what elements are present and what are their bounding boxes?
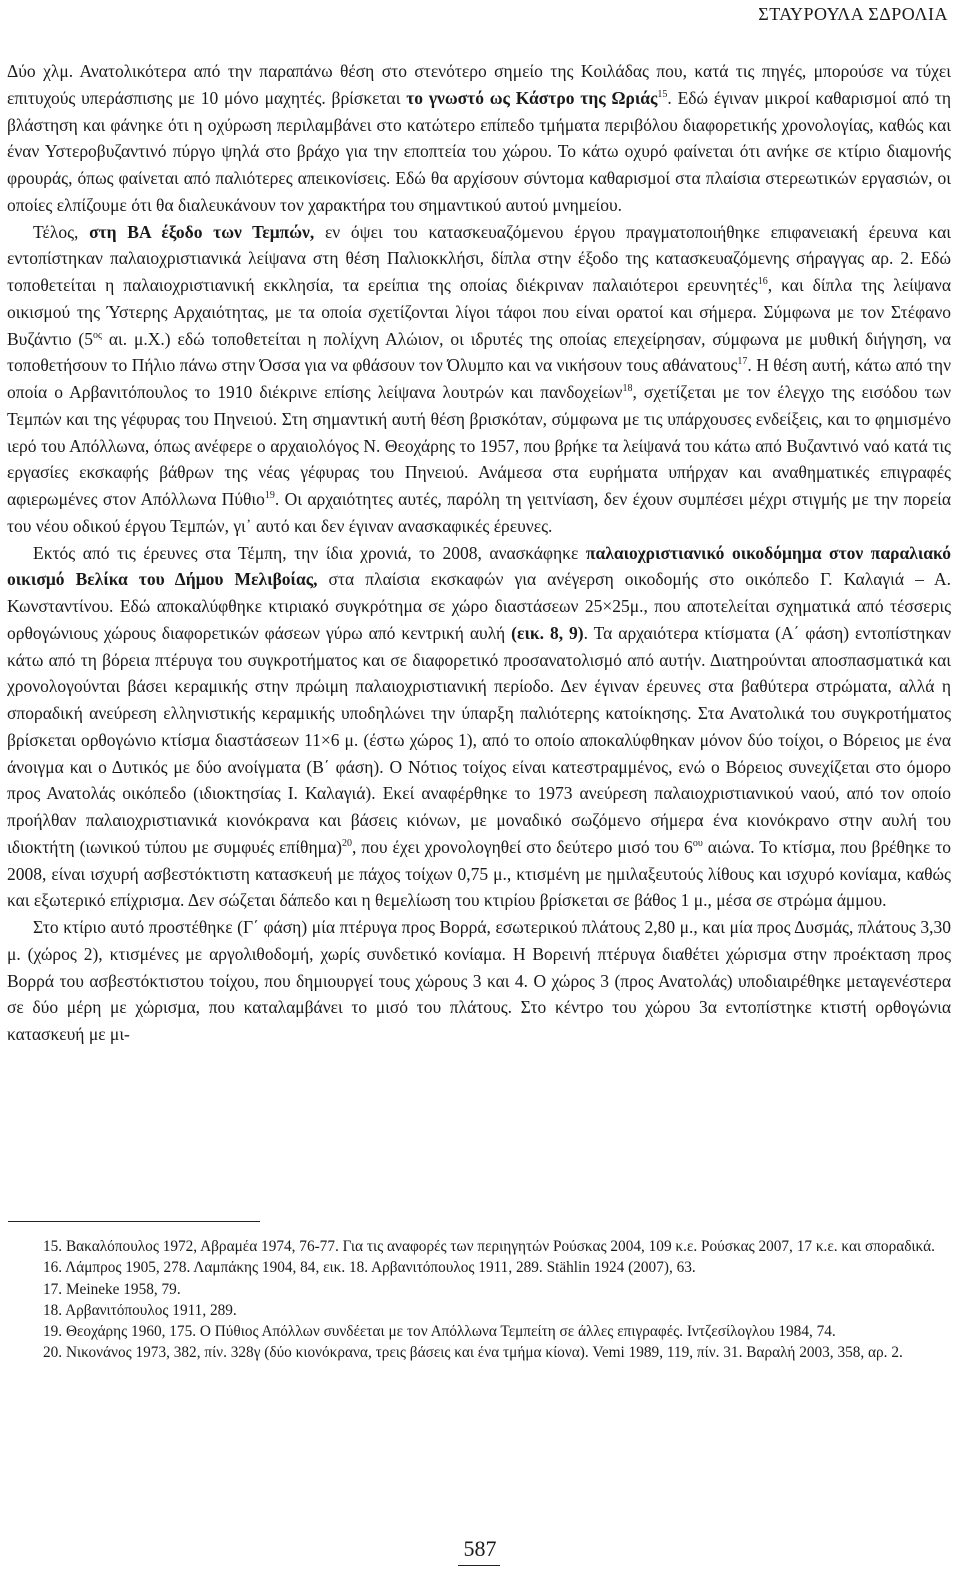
footnote-ref: 20	[341, 837, 352, 849]
bold-run: το γνωστό ως Κάστρο της Ωριάς	[406, 87, 658, 108]
text-run: Τέλος,	[33, 221, 90, 242]
footnote-ref: 17	[737, 356, 748, 368]
footnote: 20. Νικονάνος 1973, 382, πίν. 328γ (δύο κιονόκρανα, τρεις βάσεις και ένα τμήμα κίονα). Vemi 1989, 119, πίν. 31. Βαραλή 2003, 358, αρ. 2.	[43, 1344, 903, 1362]
text-run: Δύο χλμ. Ανατολικότερα από την παραπάνω θέση στο στενότερο σημείο της Κοιλάδας που, κατά τις πηγές, μπορούσε να τύχει επιτυχούς υπεράσπισης με 10 μόνο μαχητές. βρίσκεται	[7, 61, 951, 108]
paragraph	[7, 914, 951, 1048]
text-run: εν όψει του κατασκευαζόμενου έργου πραγματοποιήθηκε επιφανειακή έρευνα και εντοπίστηκαν παλαιοχριστιανικά λείψανα στη θέση Παλιοκκλήσι, δίπλα στην έξοδο της κατασκευαζόμενης σήραγγας αρ. 2. Εδώ τοποθετείται η παλαιοχριστιανική εκκλησία, τα ερείπια της οποίας διέκριναν παλαιότεροι ερευνητές	[7, 221, 952, 295]
text-run: αι. μ.Χ.) εδώ τοποθετείται η πολίχνη Αλώιον, οι ιδρυτές της οποίας επεχείρησαν, σύμφωνα με μυθική διήγηση, να τοποθετήσουν το Πήλιο πάνω στην Όσσα για να φθάσουν τον Όλυμπο και να νικήσουν τους αθάνατους	[7, 328, 951, 376]
text-run: Εκτός από τις έρευνες στα Τέμπη, την ίδια χρονιά, το 2008, ανασκάφηκε	[33, 542, 586, 563]
page-number: 587	[463, 1536, 497, 1561]
footnote: 17. Meineke 1958, 79.	[43, 1280, 181, 1298]
main-text	[7, 58, 951, 1048]
footnote-ref: 16	[757, 276, 768, 287]
bold-run: (εικ. 8, 9)	[511, 622, 584, 643]
text-run: Στο κτίριο αυτό προστέθηκε (Γ΄ φάση) μία πτέρυγα προς Βορρά, εσωτερικού πλάτους 2,80 μ., και μία προς Δυσμάς, πλάτους 3,30 μ. (χώρος 2), κτισμένες με αργολιθοδομή, χωρίς συνδετικό κονίαμα. Η Βορεινή πτέρυγα διαθέτει χώρισμα στην προέκταση προς Βορρά του ασβεστόκτιστου τοίχου, που δημιουργεί τους χώρους 3 και 4. Ο χώρος 3 (προς Ανατολάς) υποδιαιρέθηκε μεταγενέστερα σε δύο μέρη με χώρισμα, που καταλαμβάνει το μισό του πλάτους. Στο κέντρο του χώρου 3α εντοπίστηκε κτιστή ορθογώνια κατασκευή με μι-	[7, 917, 951, 1044]
bold-run: παλαιοχριστιανικό οικοδόμημα στον παραλιακό οικισμό Βελίκα του Δήμου Μελιβοίας,	[7, 542, 951, 590]
text-run: . Οι αρχαιότητες αυτές, παρόλη τη γειτνίαση, δεν έχουν συμπέσει μέχρι στιγμής με την πορεία του νέου οδικού έργου Τεμπών, γι᾽ αυτό και δεν έγιναν ανασκαφικές έρευνες.	[7, 489, 951, 536]
footnote-ref: 19	[264, 490, 275, 501]
paragraph	[7, 540, 951, 915]
text-run: , που έχει χρονολογηθεί στο δεύτερο μισό του 6	[351, 836, 693, 857]
page-number-underline	[458, 1565, 500, 1566]
footnote-divider	[8, 1221, 260, 1222]
bold-run: στη ΒΑ έξοδο των Τεμπών,	[89, 221, 315, 242]
running-head: ΣΤΑΥΡΟΥΛΑ ΣΔΡΟΛΙΑ	[758, 4, 948, 24]
text-run: . Τα αρχαιότερα κτίσματα (Α΄ φάση) εντοπίστηκαν κάτω από τη βόρεια πτέρυγα του συγκροτήματος και σε διαφορετικό προσανατολισμό από αυτήν. Διατηρούνται αποσπασματικά και χρονολογούνται βάσει κεραμικής στην πρώιμη παλαιοχριστιανική περίοδο. Δεν έγιναν έρευνες στα βαθύτερα στρώματα, αλλά η σποραδική ανεύρεση ελληνιστικής κεραμικής υποδηλώνει την ύπαρξη παλιότερης κατοίκησης. Στα Ανατολικά του συγκροτήματος βρίσκεται ορθογώνιο κτίσμα διαστάσεων 11×6 μ. (έστω χώρος 1), από το οποίο αποκαλύφθηκαν μόνον δύο τοίχοι, ο Βόρειος με ένα άνοιγμα και ο Δυτικός με δύο ανοίγματα (Β΄ φάση). Ο Νότιος τοίχος είναι κατεστραμμένος, ενώ ο Βόρειος συνεχίζεται στο όμορο προς Ανατολάς οικόπεδο (ιδιοκτησίας Ι. Καλαγιά). Εκεί αναφέρθηκε το 1973 ανεύρεση παλαιοχριστιανικού ναού, από τον οποίο προήλθαν παλαιοχριστιανικά κιονόκρανα και βάσεις κιόνων, με μοναδικό σωζόμενο σήμερα ένα κιονόκρανο στην αυλή του ιδιοκτήτη (ιωνικού τύπου με συμφυές επίθημα)	[7, 622, 951, 857]
text-run: στα πλαίσια εκσκαφών για ανέγερση οικοδομής στο οικόπεδο Γ. Καλαγιά – Α. Κωνσταντίνου. Εδώ αποκαλύφθηκε κτιριακό συγκρότημα σε χώρο διαστάσεων 25×25μ., που αποτελείται σχηματικά από τέσσερις ορθογώνιους χώρους διαφορετικών φάσεων γύρω από κεντρική αυλή	[7, 569, 951, 643]
ordinal-suffix: ου	[692, 837, 703, 849]
footnote-ref: 15	[657, 88, 668, 100]
text-run: αιώνα. Το κτίσμα, που βρέθηκε το 2008, είναι ισχυρή ασβεστόκτιστη κατασκευή με πάχος τοίχων 0,75 μ., κτισμένη με ημιλαξευτούς λίθους και ισχυρό κονίαμα, καθώς και εξωτερικό επίχρισμα. Δεν σώζεται δάπεδο και η θεμελίωση του κτιρίου βρίσκεται σε βάθος 1 μ., μέσα σε στρώμα άμμου.	[7, 836, 951, 911]
text-run: . Εδώ έγιναν μικροί καθαρισμοί από τη βλάστηση και φάνηκε ότι η οχύρωση περιλαμβάνει στο κατώτερο επίπεδο τμήματα περιβόλου διαφορετικής χρονολογίας, καθώς και έναν Υστεροβυζαντινό πύργο ψηλά στο βράχο για την εποπτεία του χώρου. Το κάτω οχυρό φαίνεται ότι ανήκε σε κτίριο διαμονής φρουράς, όπως φαίνεται από παλιότερες απεικονίσεις. Εδώ θα αρχίσουν σύντομα καθαρισμοί στα πλαίσια στερεωτικών εργασιών, οι οποίες ελπίζουμε ότι θα διαλευκάνουν τον χαρακτήρα του σημαντικού αυτού μνημείου.	[7, 87, 951, 215]
footnote: 18. Αρβανιτόπουλος 1911, 289.	[43, 1301, 237, 1319]
text-run: , και δίπλα της λείψανα οικισμού της Ύστερης Αρχαιότητας, με τα οποία σχετίζονται λίγοι τάφοι που είναι ορατοί και σήμερα. Σύμφωνα με τον Στέφανο Βυζάντιο (5	[7, 275, 951, 349]
footnote: 15. Βακαλόπουλος 1972, Αβραμέα 1974, 76-77. Για τις αναφορές των περιηγητών Ρούσκας 2004, 109 κ.ε. Ρούσκας 2007, 17 κ.ε. και σποραδικά.	[43, 1238, 935, 1255]
text-run: . Η θέση αυτή, κάτω από την οποία ο Αρβανιτόπουλος το 1910 διέκρινε επίσης λείψανα λουτρών και πανδοχείων	[7, 355, 951, 402]
footnotes	[7, 1236, 951, 1364]
footnote: 16. Λάμπρος 1905, 278. Λαμπάκης 1904, 84, εικ. 18. Αρβανιτόπουλος 1911, 289. Stählin 1924 (2007), 63.	[43, 1259, 696, 1277]
paragraph	[7, 219, 951, 540]
footnote: 19. Θεοχάρης 1960, 175. Ο Πύθιος Απόλλων συνδέεται με τον Απόλλωνα Τεμπείτη σε άλλες επιγραφές. Ιντζεσίλογλου 1984, 74.	[43, 1323, 836, 1341]
text-run: , σχετίζεται με τον έλεγχο της εισόδου των Τεμπών και της γέφυρας του Πηνειού. Στη σημαντική αυτή θέση βρισκόταν, σύμφωνα με τις υπάρχουσες ενδείξεις, και το φημισμένο ιερό του Απόλλωνα, όπως ανέφερε ο αρχαιολόγος Ν. Θεοχάρης το 1957, που βρήκε τα λείψανά του κάτω από Βυζαντινό ναό κατά τις εργασίες εκσκαφής βάθρων της νέας γέφυρας του Πηνειού. Ανάμεσα στα ευρήματα υπήρχαν και αναθηματικές επιγραφές αφιερωμένες στον Απόλλωνα Πύθιο	[7, 382, 952, 509]
ordinal-suffix: ος	[93, 329, 102, 341]
paragraph	[7, 58, 951, 219]
footnote-ref: 18	[622, 383, 633, 394]
